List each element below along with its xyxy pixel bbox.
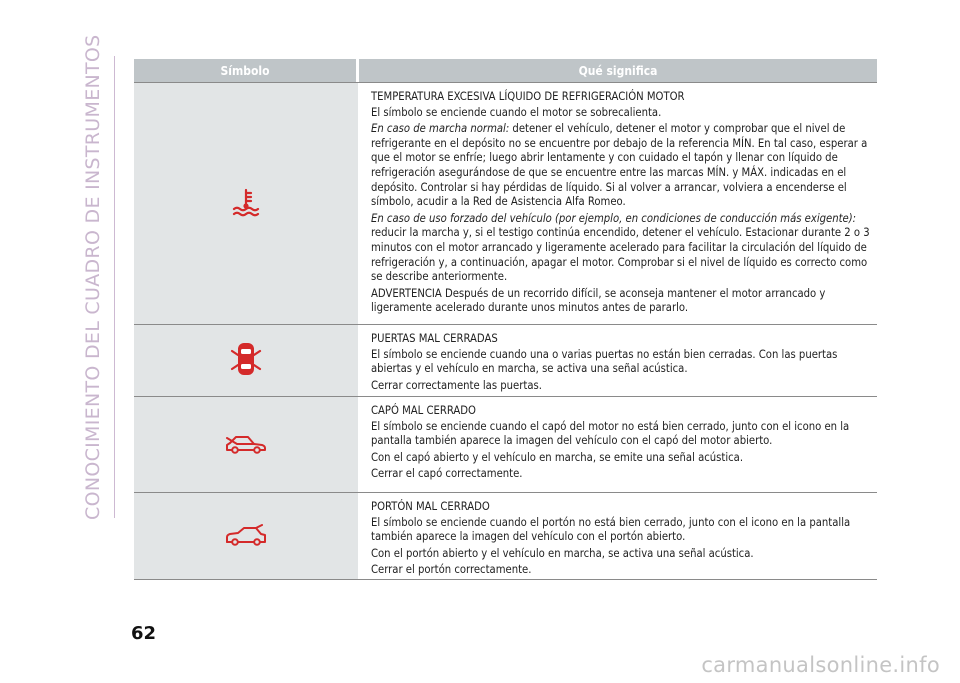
row-title: PUERTAS MAL CERRADAS <box>371 332 498 345</box>
row-title: TEMPERATURA EXCESIVA LÍQUIDO DE REFRIGERACIÓN MOTOR <box>371 90 685 103</box>
page-number: 62 <box>131 623 157 644</box>
section-title: CONOCIMIENTO DEL CUADRO DE INSTRUMENTOS <box>82 34 104 520</box>
row-title: PORTÓN MAL CERRADO <box>371 500 490 513</box>
symbol-cell <box>134 493 358 579</box>
row-text: El símbolo se enciende cuando el portón no está bien cerrado, junto con el icono en la pantalla también aparece la imagen del vehículo con el portón abierto. <box>371 515 851 544</box>
table-header <box>134 59 877 82</box>
door-open-icon <box>229 341 263 381</box>
symbol-cell <box>134 83 358 324</box>
table-row <box>134 493 877 580</box>
row-text: Cerrar correctamente las puertas. <box>371 378 542 392</box>
row-text: En caso de uso forzado del vehículo (por ejemplo, en condiciones de conducción más exigente): reducir la marcha y, si el testigo continúa encendido, detener el vehículo. Estacionar durante 2 o 3 minutos con el motor arrancado y ligeramente acelerado para facilitar la circulación del líquido de refrigeración y, a continuación, apagar el motor. Comprobar si el nivel de líquido es correcto como se describe anteriormente. <box>371 211 870 284</box>
symbol-cell <box>134 397 358 492</box>
row-text: Cerrar el portón correctamente. <box>371 563 532 577</box>
watermark: carmanualsonline.info <box>701 653 940 677</box>
row-text: El símbolo se enciende cuando una o varias puertas no están bien cerradas. Con las puertas abiertas y el vehículo en marcha, se activa una señal acústica. <box>371 347 838 376</box>
table-row <box>134 82 877 325</box>
header-meaning: Qué significa <box>359 59 877 82</box>
table-row <box>134 397 877 493</box>
table-row <box>134 325 877 397</box>
section-divider <box>114 56 115 518</box>
meaning-cell <box>358 493 877 579</box>
coolant-temperature-icon <box>231 187 261 221</box>
row-lead: En caso de uso forzado del vehículo (por ejemplo, en condiciones de conducción más exigente): <box>371 211 857 225</box>
hood-open-icon <box>224 432 268 458</box>
row-lead: En caso de marcha normal: <box>371 122 510 136</box>
row-text: El símbolo se enciende cuando el motor se sobrecalienta. <box>371 105 662 119</box>
meaning-cell <box>358 83 877 324</box>
meaning-cell <box>358 397 877 492</box>
tailgate-open-icon <box>224 522 268 550</box>
row-text: Cerrar el capó correctamente. <box>371 467 523 481</box>
header-symbol: Símbolo <box>134 59 356 82</box>
row-text: En caso de marcha normal: detener el vehículo, detener el motor y comprobar que el nivel de refrigerante en el depósito no se encuentre por debajo de la referencia MÍN. En tal caso, esperar a que el motor se enfríe; luego abrir lentamente y con cuidado el tapón y llenar con líquido de refrigeración asegurándose de que se encuentre entre las marcas MÍN. y MÁX. indicadas en el depósito. Controlar si hay pérdidas de líquido. Si al volver a arrancar, volviera a encenderse el símbolo, acudir a la Red de Asistencia Alfa Romeo. <box>371 122 868 209</box>
row-text: El símbolo se enciende cuando el capó del motor no está bien cerrado, junto con el icono en la pantalla también aparece la imagen del vehículo con el capó del motor abierto. <box>371 419 850 448</box>
warning-lights-table <box>134 59 877 580</box>
row-text: Con el capó abierto y el vehículo en marcha, se emite una señal acústica. <box>371 450 744 464</box>
meaning-cell <box>358 325 877 396</box>
symbol-cell <box>134 325 358 396</box>
row-text: Con el portón abierto y el vehículo en marcha, se activa una señal acústica. <box>371 546 754 560</box>
row-warning: ADVERTENCIA Después de un recorrido difícil, se aconseja mantener el motor arrancado y ligeramente acelerado durante unos minutos antes de pararlo. <box>371 286 826 315</box>
row-title: CAPÓ MAL CERRADO <box>371 404 476 417</box>
